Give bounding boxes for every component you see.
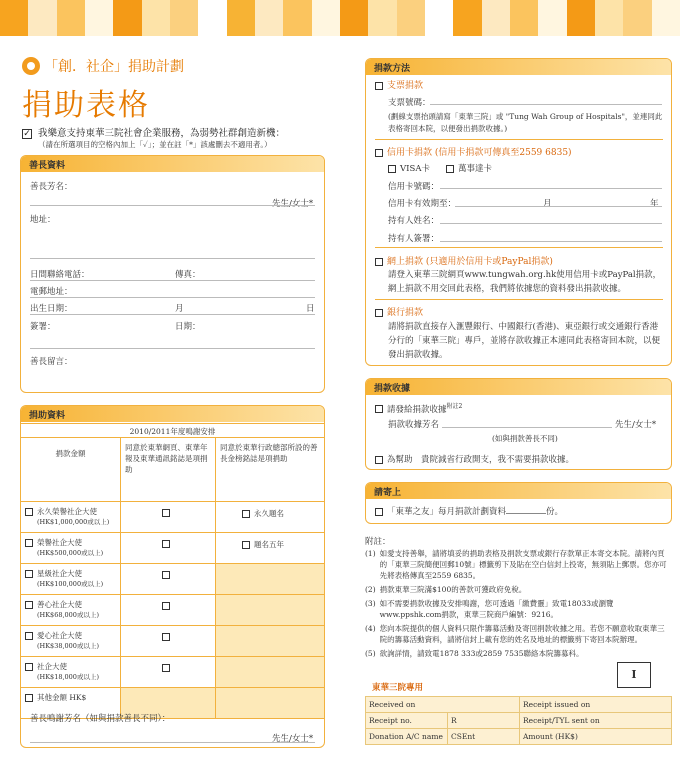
stripe [510,0,538,36]
thanks-field[interactable] [30,742,315,743]
donation-row: 星級社企大使 (HK$100,000或以上) [21,564,325,595]
online-option[interactable]: 網上捐款 (只適用於信用卡或PayPal捐款) [375,254,553,267]
receipt-issue[interactable]: 請發給捐款收據$^{附註2}$ [375,401,462,415]
expiry-field[interactable] [455,206,662,207]
bank-option[interactable]: 銀行捐款 [375,305,423,318]
received-on: Received on [366,697,520,713]
email-label: 電郵地址： [30,287,73,297]
donation-row: 善心社企大使 (HK$68,000或以上) [21,595,325,626]
office-heading: 東華三院專用 [372,683,424,693]
receipt-same-note: (如與捐款善長不同) [492,434,558,443]
date-label: 日期： [175,322,201,332]
join-option[interactable]: 「東華之友」每月捐款計劃資料 份。 [375,505,563,517]
thanks-honorific: 先生/女士* [272,734,314,744]
col-web: 同意於東華網頁、東華年報及東華通訊銘誌是項捐助 [121,438,216,502]
note-item: (5) 欲詢詳情，請致電1878 333或2859 7535聯絡本院籌募科。 [365,649,584,658]
expiry-label: 信用卡有效期至： [388,199,457,209]
donation-heading: 捐助資料 [21,406,324,422]
notes-list [365,548,672,662]
expiry-year: 年 [650,199,659,209]
amount-checkbox[interactable] [25,539,33,547]
stripe [57,0,85,36]
stripe [425,0,453,36]
stripe [397,0,425,36]
stripe [482,0,510,36]
fax-label: 傳真： [175,270,201,280]
stripe [340,0,368,36]
cheque-option[interactable]: 支票捐款 [375,78,423,91]
receipt-name-label: 捐款收據芳名 [388,420,440,430]
pledge-line: ✓ 我樂意支持東華三院社會企業服務，為弱勢社群創造新機： [23,128,286,139]
stripe [113,0,141,36]
stripe [28,0,56,36]
thanks-label: 善長鳴謝芳名（如與捐款善長不同）： [30,714,171,724]
join-panel [365,482,672,524]
stripe [227,0,255,36]
donor-name-label: 善長芳名： [30,182,73,192]
office-table [365,696,672,745]
donation-row: 榮譽社企大使 (HK$500,000或以上) 題名五年 [21,533,325,564]
corner-mark: I [617,662,651,688]
no-receipt[interactable]: 為幫助 貴院減省行政開支，我不需要捐款收據。 [375,453,574,465]
brand-label: 「創．社企」捐助計劃 [44,59,184,75]
donation-row: 永久榮譽社企大使 (HK$1,000,000或以上) 永久題名 [21,502,325,533]
receipt-checkbox[interactable] [375,405,383,413]
address-field[interactable] [30,258,315,259]
card-checkbox[interactable] [375,149,383,157]
visa-checkbox[interactable] [388,165,396,173]
amount-checkbox[interactable] [25,632,33,640]
note-item: (2) 捐款東華三院滿$100的善款可獲政府免稅。 [365,585,527,594]
receipt-no-prefix: R [448,713,520,729]
board-ack-checkbox[interactable] [242,541,250,549]
receipt-no: Receipt no. [366,713,448,729]
stripe [85,0,113,36]
amount-hk: Amount (HK$) [520,729,672,745]
join-heading: 請寄上 [366,483,671,499]
master-checkbox[interactable] [446,165,454,173]
stripe [595,0,623,36]
cheque-no-label: 支票號碼： [388,98,431,108]
header-stripes [0,0,680,36]
donation-row: 愛心社企大使 (HK$38,000或以上) [21,626,325,657]
stripe [198,0,226,36]
stripe [623,0,651,36]
bank-text: 請將捐款直接存入滙豐銀行、中國銀行(香港)、東亞銀行或交通銀行香港分行的「東華三院」專戶，並將存款收據正本連同此表格寄回本院，以便發出捐款收據。 [388,322,661,360]
cheque-no-field[interactable] [430,104,662,105]
receipt-heading: 捐款收據 [366,379,671,395]
phone-field[interactable] [30,280,315,281]
signature-label: 簽署： [30,322,56,332]
holder-sign-label: 持有人簽署： [388,234,440,244]
notes-heading: 附註： [365,537,391,547]
board-ack-checkbox[interactable] [242,510,250,518]
receipt-issued-on: Receipt issued on [520,697,672,713]
cheque-note: (劃線支票抬頭請寫「東華三院」或 "Tung Wah Group of Hospitals"，並連同此表格寄回本院，以便發出捐款收據。) [388,112,663,133]
donor-heading: 善長資料 [21,156,324,172]
stripe [368,0,396,36]
bank-checkbox[interactable] [375,309,383,317]
donation-ac-value: CSEnt [448,729,520,745]
holder-label: 持有人姓名： [388,216,440,226]
instruction-note: （請在所選項目的空格內加上「✓」；並在註「*」該處刪去不適用者。） [38,140,272,149]
receipt-name-field[interactable] [442,427,612,428]
stripe [453,0,481,36]
stripe [0,0,28,36]
dob-day: 日 [306,304,315,314]
web-ack-checkbox[interactable] [162,633,170,641]
web-ack-checkbox[interactable] [162,540,170,548]
donor-name-field[interactable] [30,205,315,206]
receipt-honorific: 先生/女士* [615,420,657,430]
payment-heading: 捐款方法 [366,59,671,75]
note-item: (4) 您向本院提供的個人資料只限作籌募活動及寄回捐款收據之用。若您不願意收取東華三院的籌募活動資料，請將信封上載有您的姓名及地址的標籤剪下寄回本院辦理。 [365,624,665,644]
plan-title: 2010/2011年度鳴謝安排 [21,424,325,438]
flower-logo-icon [22,57,40,75]
holder-field[interactable] [440,223,662,224]
stripe [142,0,170,36]
amount-checkbox[interactable] [25,663,33,671]
note-item: (3) 如不需要捐款收據及安排鳴謝，您可透過「繳費靈」致電18033或瀏覽www.ppshk.com捐款，東華三院商戶編號：9216。 [365,599,614,619]
online-text: 請登入東華三院網頁www.tungwah.org.hk使用信用卡或PayPal捐款，網上捐款不用交回此表格，我們將依據您的資料發出捐款收據。 [388,270,662,294]
donation-ac-name: Donation A/C name [366,729,448,745]
card-option[interactable]: 信用卡捐款 (信用卡捐款可傳真至2559 6835) [375,145,572,158]
stripe [567,0,595,36]
web-ack-checkbox[interactable] [162,571,170,579]
card-no-label: 信用卡號碼： [388,182,440,192]
expiry-month: 月 [543,199,552,209]
web-ack-checkbox[interactable] [162,509,170,517]
stripe [652,0,680,36]
donor-honorific: 先生/女士* [272,199,314,209]
day-phone-label: 日間聯絡電話： [30,270,90,280]
web-ack-checkbox[interactable] [162,664,170,672]
pledge-checkbox[interactable]: ✓ [23,129,31,139]
dob-month: 月 [175,304,184,314]
card-no-field[interactable] [440,188,662,189]
dob-label: 出生日期： [30,304,73,314]
dob-field[interactable] [30,314,315,315]
card-type: VISA卡 萬事達卡 [388,162,492,174]
donation-row: 其他金額 HK$ [21,688,325,719]
online-checkbox[interactable] [375,258,383,266]
email-field[interactable] [30,297,315,298]
address-label: 地址： [30,215,56,225]
stripe [538,0,566,36]
stripe [170,0,198,36]
holder-sign-field[interactable] [440,241,662,242]
join-checkbox[interactable] [375,508,383,516]
web-ack-checkbox[interactable] [162,602,170,610]
amount-checkbox[interactable] [25,694,33,702]
message-label: 善長留言： [30,357,73,367]
note-item: (1) 如愛支持善舉，請將填妥的捐助表格及捐款支票或銀行存款單正本寄交本院。請將內頁的「東華三院簡便回郵10號」標籤剪下及貼在空白信封上投寄，無須貼上郵票。您亦可先將表格傳真至2559 6835。 [365,549,667,580]
no-receipt-checkbox[interactable] [375,456,383,464]
stripe [255,0,283,36]
amount-checkbox[interactable] [25,508,33,516]
signature-field[interactable] [30,348,315,349]
receipt-sent-on: Receipt/TYL sent on [520,713,672,729]
donation-row: 社企大使 (HK$18,000或以上) [21,657,325,688]
col-board: 同意於東華行政總部所設的善長金榜銘誌是項捐助 [216,438,325,502]
amount-checkbox[interactable] [25,570,33,578]
stripe [283,0,311,36]
cheque-checkbox[interactable] [375,82,383,90]
col-amount: 捐款金額 [21,438,121,502]
brand [22,56,184,76]
stripe [312,0,340,36]
donation-table [20,423,325,719]
page-title: 捐助表格 [22,88,150,123]
amount-checkbox[interactable] [25,601,33,609]
